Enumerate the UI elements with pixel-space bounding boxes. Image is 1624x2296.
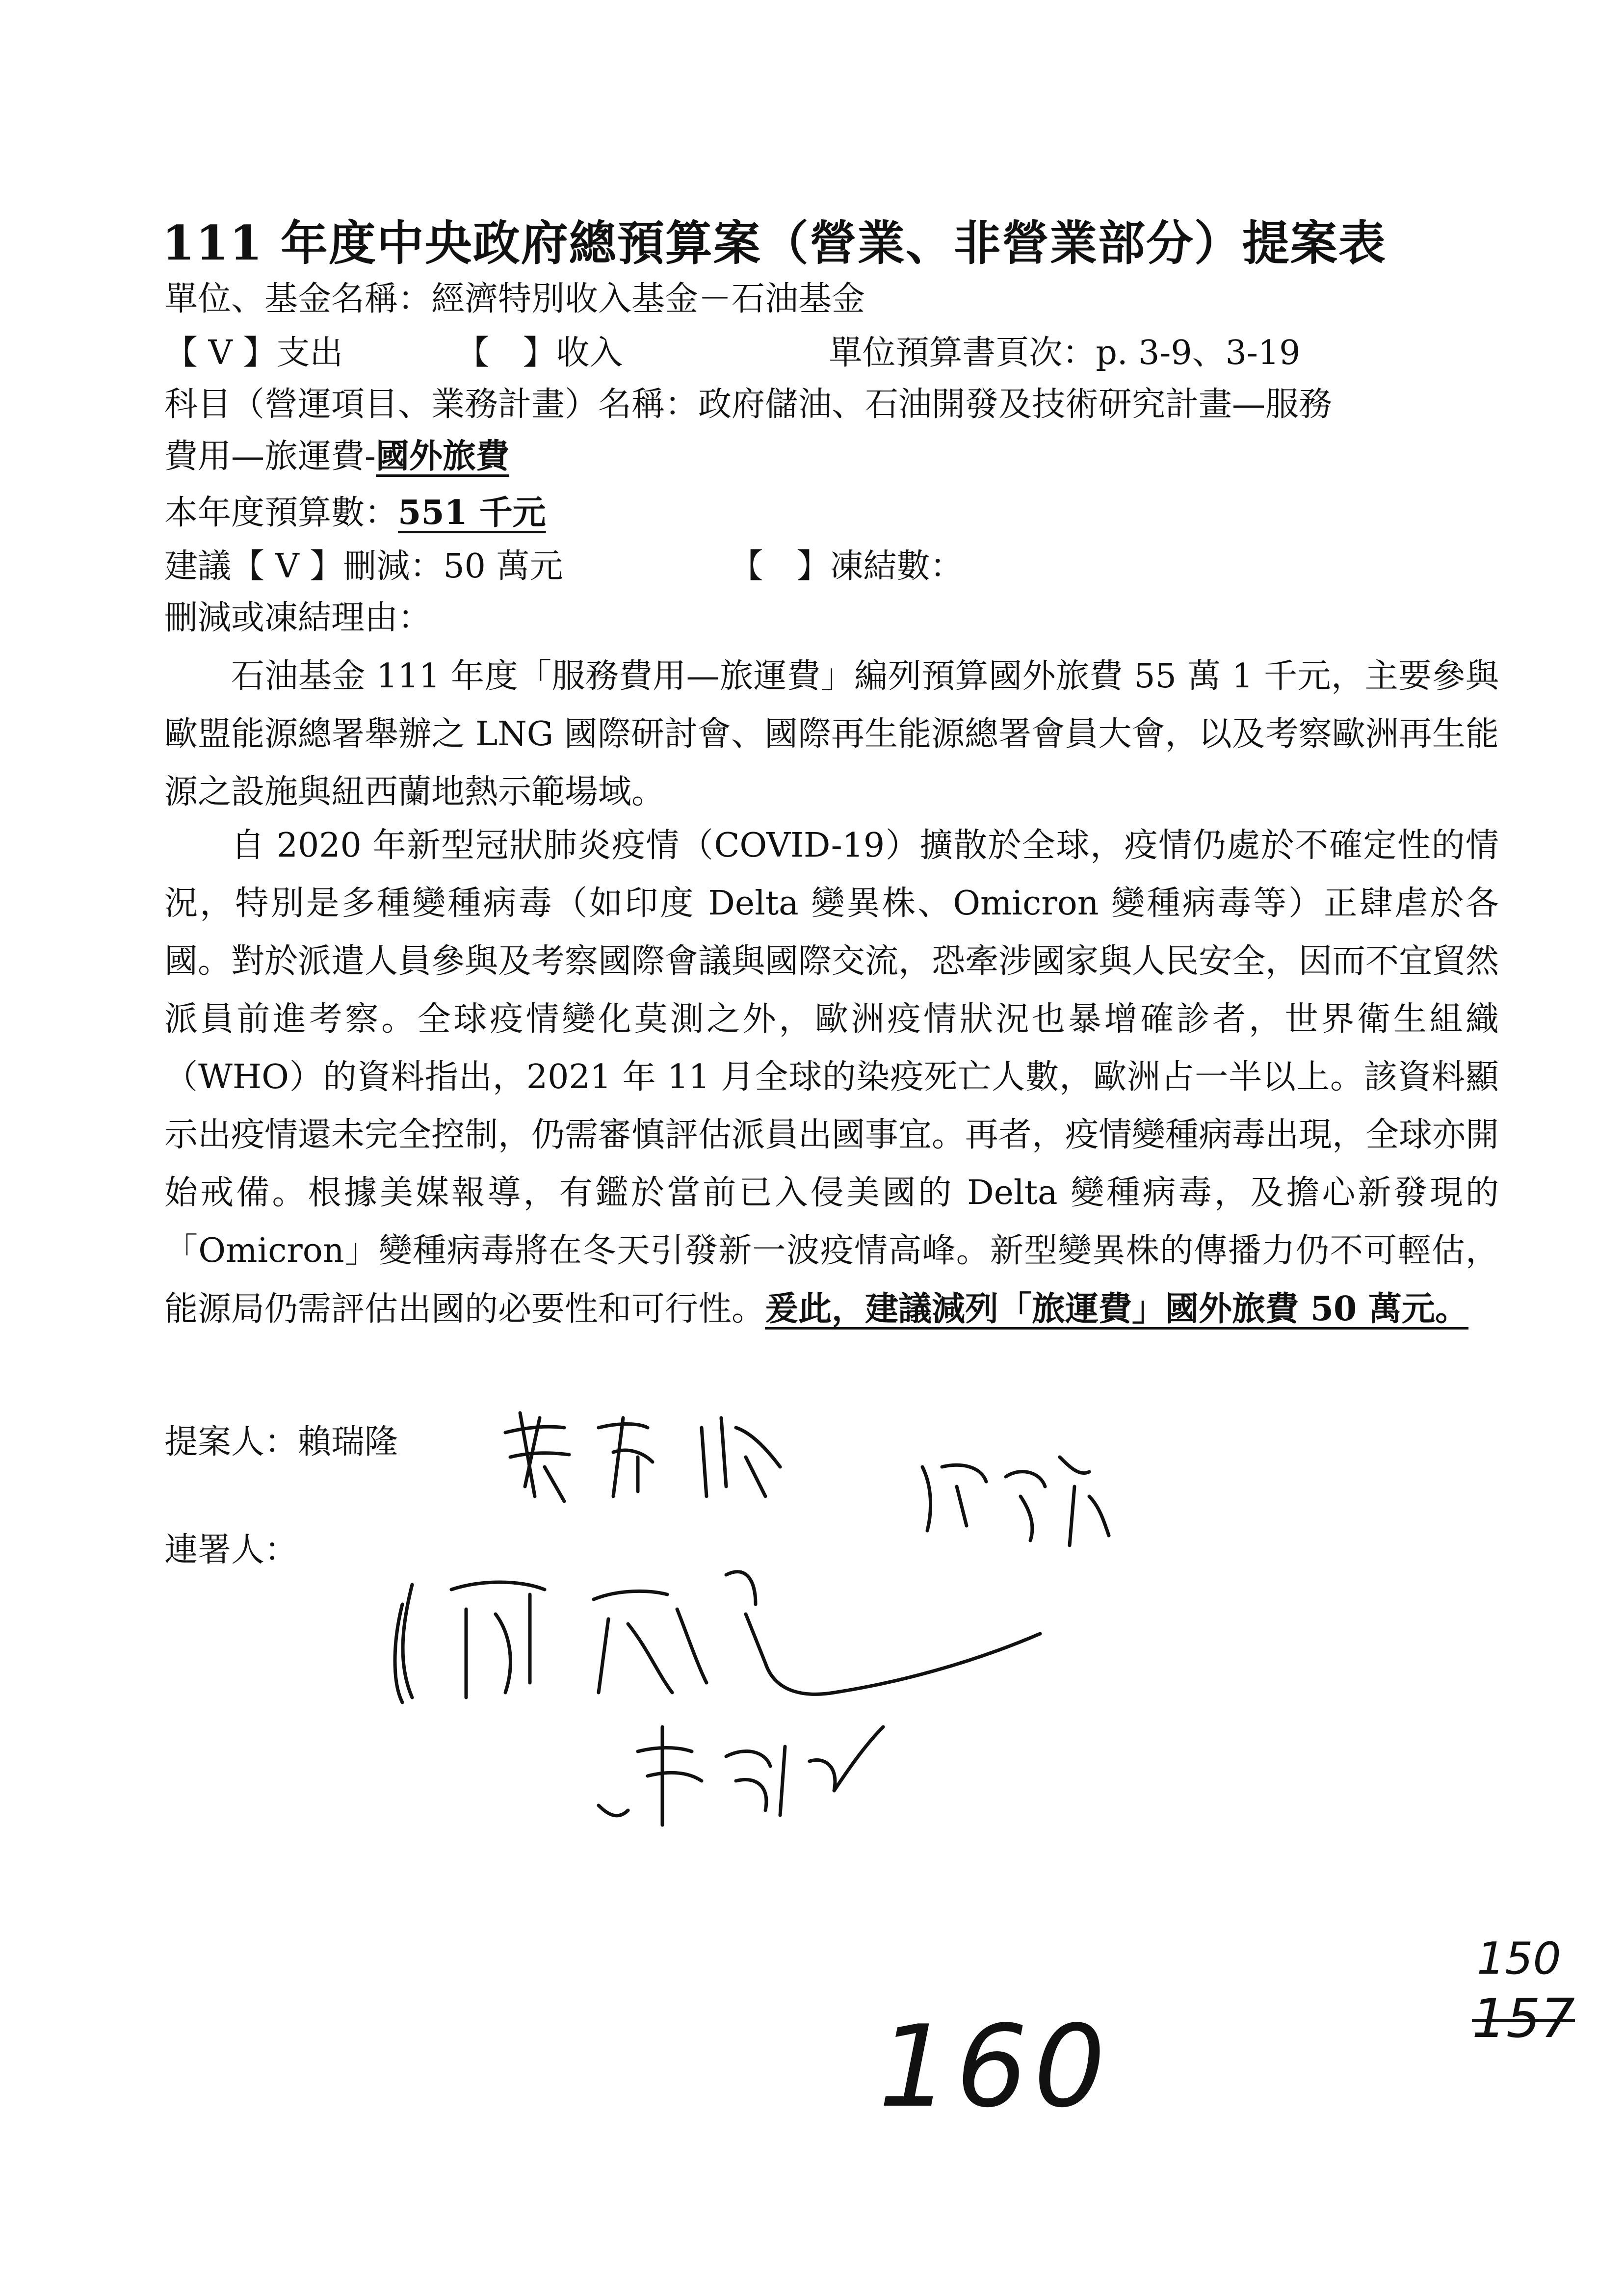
- reason-paragraph-1: 石油基金 111 年度「服務費用—旅運費」編列預算國外旅費 55 萬 1 千元，主要參與歐盟能源總署舉辦之 LNG 國際研討會、國際再生能源總署會員大會，以及考察歐洲再生能源之設施與紐西蘭地熱示範場域。: [164, 657, 1499, 811]
- unit-row: [164, 275, 865, 324]
- subject-row-continued: [164, 432, 509, 481]
- page-ref-value: p. 3-9、3-19: [1096, 334, 1301, 372]
- budget-value: 551 千元: [398, 493, 546, 532]
- cosigner-label: 連署人：: [164, 1531, 298, 1569]
- page-ref-label: 單位預算書頁次：: [829, 334, 1096, 372]
- subject-line2-emphasis: 國外旅費: [375, 437, 509, 476]
- page-number-corner-bottom: 157: [1472, 1987, 1575, 2050]
- reason-conclusion: 爰此，建議減列「旅運費」國外旅費 50 萬元。: [765, 1289, 1468, 1329]
- freeze-proposal: 【 】凍結數：: [730, 547, 964, 586]
- reason-paragraph-2-body: 自 2020 年新型冠狀肺炎疫情（COVID-19）擴散於全球，疫情仍處於不確定性的情況，特別是多種變種病毒（如印度 Delta 變異株、Omicron 變種病毒等）正肆虐於各國。對於派遣人員參與及考察國際會議與國際交流，恐牽涉國家與人民安全，因而不宜貿然派員前進考察。全球疫情變化莫測之外，歐洲疫情狀況也暴增確診者，世界衛生組織（WHO）的資料指出，2021 年 11 月全球的染疫死亡人數，歐洲占一半以上。該資料顯示出疫情還未完全控制，仍需審慎評估派員出國事宜。再者，疫情變種病毒出現，全球亦開始戒備。根據美媒報導，有鑑於當前已入侵美國的 Delta 變種病毒，及擔心新發現的「Omicron」變種病毒將在冬天引發新一波疫情高峰。新型變異株的傳播力仍不可輕估，能源局仍需評估出國的必要性和可行性。: [164, 826, 1499, 1329]
- budget-row: [164, 488, 546, 538]
- unit-label: 單位、基金名稱：: [164, 280, 432, 318]
- page-title: 111 年度中央政府總預算案（營業、非營業部分）提案表: [162, 215, 1387, 271]
- page-number-corner-top: 150: [1477, 1933, 1561, 1984]
- reason-label: 刪減或凍結理由：: [164, 599, 432, 637]
- subject-line2-prefix: 費用—旅運費-: [164, 437, 376, 476]
- cosigner-signature-3: [589, 1697, 893, 1835]
- cut-proposal: 建議【 V 】刪減：50 萬元: [164, 547, 563, 586]
- budget-label: 本年度預算數：: [164, 494, 398, 532]
- page-number-main: 160: [878, 2002, 1111, 2133]
- proposer-label: 提案人：: [164, 1423, 298, 1461]
- cosigner-signature-2: [913, 1437, 1119, 1555]
- subject-label: 科目（營運項目、業務計畫）名稱：: [164, 385, 699, 424]
- subject-line1: 政府儲油、石油開發及技術研究計畫—服務: [698, 385, 1333, 424]
- expense-checkbox: 【 V 】支出: [164, 334, 343, 372]
- proposer-signature: [491, 1398, 795, 1516]
- type-row: [164, 329, 1300, 378]
- subject-row: [164, 380, 1332, 429]
- proposal-row: [164, 542, 964, 591]
- proposer-row: [164, 1418, 398, 1467]
- income-checkbox: 【 】收入: [456, 334, 623, 372]
- cosigner-signature-1: [383, 1536, 1070, 1712]
- unit-value: 經濟特別收入基金－石油基金: [431, 280, 865, 318]
- proposer-name: 賴瑞隆: [298, 1423, 398, 1461]
- reason-paragraph-2: [164, 817, 1499, 1338]
